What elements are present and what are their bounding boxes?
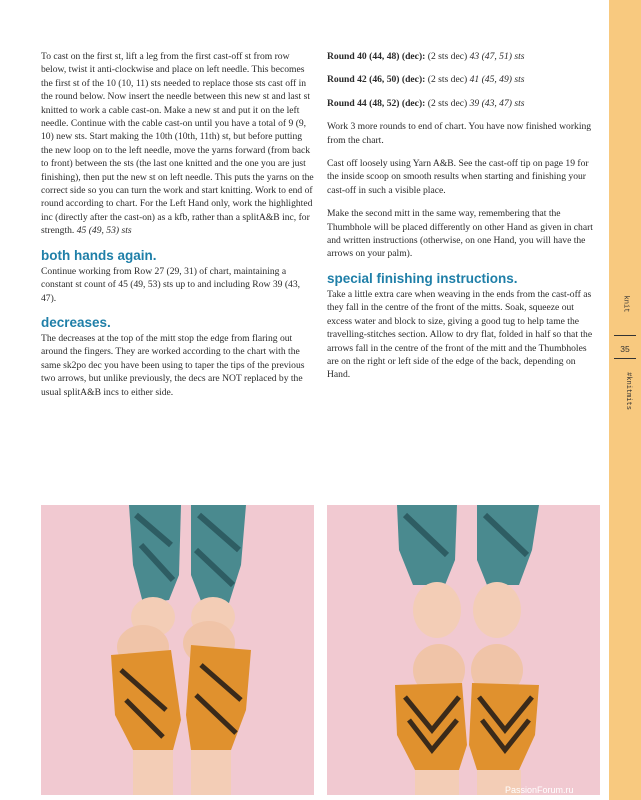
magazine-label: knit [621,295,629,313]
page-number: 35 [620,344,630,354]
round-line: Round 42 (46, 50) (dec): (2 sts dec) 41 (45, 49) sts [327,74,525,86]
round-line: Round 44 (48, 52) (dec): (2 sts dec) 39 (43, 47) sts [327,97,525,109]
round-line: Round 40 (44, 48) (dec): (2 sts dec) 43 (47, 51) sts [327,51,525,62]
watermark: PassionForum.ru [505,785,574,795]
intro-paragraph: To cast on the first st, lift a leg from the first cast-off st from row below, twist it anti-clockwise and place on left needle. This becomes the first st of the 10 (10, 11) sts needed to replace those sts cast off in the round below. Now insert the needle between this new st and last st knitted to work a cable cast-on. Make a new st and put it on the left needle. Continue with the cable cast-on until you have a total of 9 (9, 10) new sts. Start making the 10th (10th, 11th) st, but before putting the new loop on to the left needle, move the yarns forward (from back to front) between the sts (the last one knitted and the one you are just finishing), then put the new st on left needle. This puts the yarns on the correct side so you can turn the work and start knitting. Work to end of round according to chart. For the Left Hand only, work the highlighted inc (directly after the cast-on) as a kfb, rather than a splitA&B inc, for strength. 45 (49, 53) sts [41,51,314,237]
page-sidebar [609,0,641,800]
left-column [41,50,315,409]
decreases-paragraph: The decreases at the top of the mitt stop the edge from flaring out around the fingers. They are worked according to the chart with the same sk2po dec you have been using to taper the tips of the previous two arrows, but unlike previously, the decs are NOT replaced by the usual splitA&B incs to either side. [41,332,305,398]
heading-decreases: decreases. [41,314,111,330]
work-more-paragraph: Work 3 more rounds to end of chart. You have now finished working from the chart. [327,121,592,146]
hashtag-label: #knitmits [623,372,632,410]
rounds-list [327,50,598,110]
heading-both-hands: both hands again. [41,247,157,263]
heading-finishing: special finishing instructions. [327,270,518,286]
photo-mitts-backs [327,505,600,795]
second-mitt-paragraph: Make the second mitt in the same way, remembering that the Thumbhole will be placed differently on other Hand as given in chart and written instructions (otherwise, on one Hand, you will have the arrows on your palm). [327,208,593,260]
intro-stitch-count: 45 (49, 53) sts [76,225,132,237]
sidebar-divider [614,358,636,359]
finishing-paragraph: Take a little extra care when weaving in the ends from the cast-off as they fall in the centre of the front of the mitts. Soak, squeeze out excess water and block to size, giving a good tug to help tame the travelling-stitches section. Allow to dry flat, folded in half so that the arrows fall in the centre of the front of the mitt and the Thumbholes are on the right or left side of the edge of the back, depending on Hand. [327,288,593,381]
both-hands-paragraph: Continue working from Row 27 (29, 31) of chart, maintaining a constant st count of 45 (49, 53) sts up to and including Row 39 (43, 47). [41,265,301,304]
photo-mitts-palms [41,505,314,795]
cast-off-paragraph: Cast off loosely using Yarn A&B. See the cast-off tip on page 19 for the inside scoop on smooth results when starting and finishing your cast-off in such a visible place. [327,158,589,196]
right-column [327,50,598,392]
sidebar-divider [614,335,636,336]
